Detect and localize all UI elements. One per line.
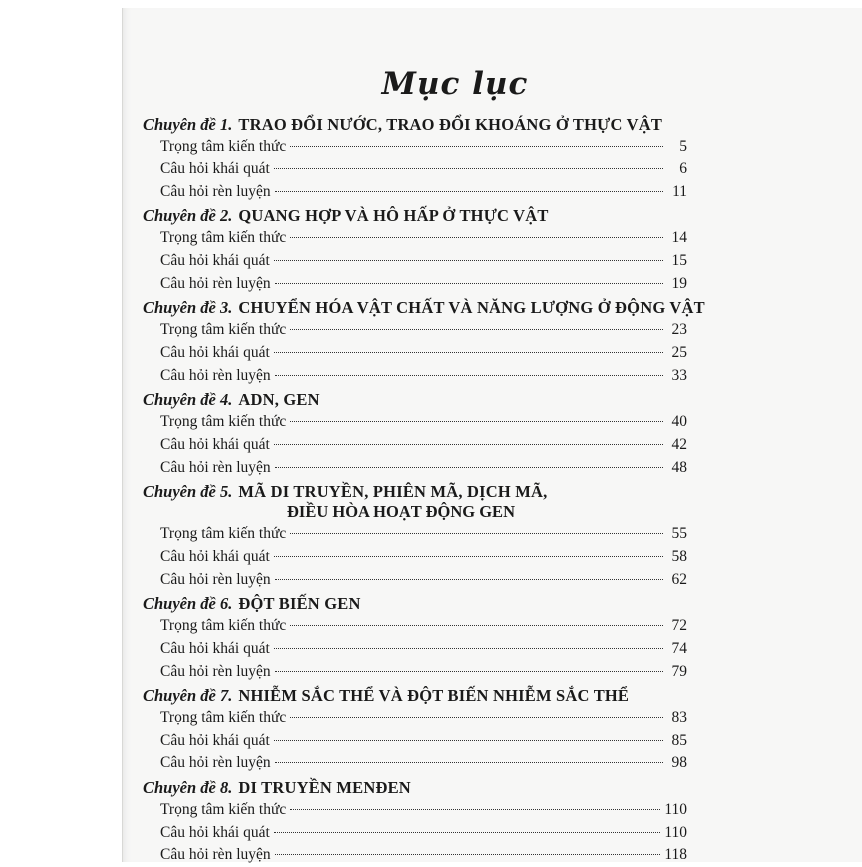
toc-entry-label: Câu hỏi rèn luyện <box>160 183 271 201</box>
toc-entry[interactable] <box>143 227 687 250</box>
toc-entry[interactable] <box>143 273 687 296</box>
toc-page-number: 14 <box>671 229 687 247</box>
toc-entry[interactable] <box>143 136 687 159</box>
toc-entry[interactable] <box>143 411 687 434</box>
toc-entry[interactable] <box>143 615 687 638</box>
toc-entry-label: Câu hỏi khái quát <box>160 435 270 453</box>
toc-entry[interactable] <box>143 342 687 365</box>
dot-leader <box>290 533 663 534</box>
dot-leader <box>274 740 663 741</box>
book-page <box>122 8 862 862</box>
dot-leader <box>275 375 663 376</box>
chapter-label: Chuyên đề 8. <box>143 777 233 797</box>
chapter-heading[interactable] <box>143 113 687 136</box>
chapter-label: Chuyên đề 4. <box>143 390 233 410</box>
toc-page-number: 33 <box>671 366 687 384</box>
page-title: Mục lục <box>381 66 529 102</box>
toc-page-number: 19 <box>671 274 687 292</box>
dot-leader <box>275 283 663 284</box>
chapter-heading[interactable] <box>143 296 705 319</box>
toc-entry-label: Câu hỏi khái quát <box>160 160 270 178</box>
toc-entry[interactable] <box>143 661 687 684</box>
toc-entry-label: Trọng tâm kiến thức <box>160 616 287 634</box>
toc-page-number: 110 <box>664 800 687 818</box>
dot-leader <box>275 579 663 580</box>
toc-entry[interactable] <box>143 158 687 181</box>
toc-entry[interactable] <box>143 569 687 592</box>
toc-entry-label: Trọng tâm kiến thức <box>160 800 287 818</box>
toc-page-number: 6 <box>679 160 687 178</box>
dot-leader <box>290 146 663 147</box>
chapter-heading[interactable] <box>143 204 687 227</box>
toc-page-number: 72 <box>671 616 687 634</box>
toc-page-number: 58 <box>671 547 687 565</box>
toc-page-number: 74 <box>671 639 687 657</box>
toc-page-number: 5 <box>679 137 687 155</box>
toc-entry-label: Câu hỏi khái quát <box>160 344 270 362</box>
toc-entry[interactable] <box>143 638 687 661</box>
toc-page-number: 55 <box>671 525 687 543</box>
toc-entry[interactable] <box>143 799 687 822</box>
chapter-label: Chuyên đề 6. <box>143 593 233 613</box>
chapter-label: Chuyên đề 2. <box>143 206 233 226</box>
toc-page-number: 83 <box>671 708 687 726</box>
chapter-heading[interactable] <box>143 480 687 503</box>
toc-page-number: 79 <box>671 662 687 680</box>
chapter-title: DI TRUYỀN MENĐEN <box>238 777 411 797</box>
chapter-heading[interactable] <box>143 684 687 707</box>
dot-leader <box>274 648 663 649</box>
toc-entry-label: Trọng tâm kiến thức <box>160 137 287 155</box>
toc-page-number: 118 <box>664 846 687 864</box>
toc-entry[interactable] <box>143 250 687 273</box>
toc-entry[interactable] <box>143 365 687 388</box>
dot-leader <box>274 352 663 353</box>
toc-entry-label: Câu hỏi rèn luyện <box>160 458 271 476</box>
dot-leader <box>290 237 663 238</box>
chapter-title: ADN, GEN <box>238 390 320 410</box>
toc-entry-label: Câu hỏi rèn luyện <box>160 366 271 384</box>
dot-leader <box>275 854 661 855</box>
dot-leader <box>290 421 663 422</box>
dot-leader <box>290 625 663 626</box>
toc-page-number: 110 <box>664 823 687 841</box>
dot-leader <box>275 671 663 672</box>
chapter-heading[interactable] <box>143 592 687 615</box>
chapter-label: Chuyên đề 5. <box>143 482 233 502</box>
toc-entry-label: Câu hỏi rèn luyện <box>160 754 271 772</box>
toc-entry-label: Câu hỏi rèn luyện <box>160 274 271 292</box>
toc-page-number: 11 <box>672 183 687 201</box>
toc-page-number: 85 <box>671 731 687 749</box>
toc-entry-label: Câu hỏi khái quát <box>160 823 270 841</box>
toc-entry-label: Trọng tâm kiến thức <box>160 321 287 339</box>
toc-entry-label: Câu hỏi rèn luyện <box>160 846 271 864</box>
dot-leader <box>275 467 663 468</box>
toc-page-number: 42 <box>671 435 687 453</box>
toc-entry[interactable] <box>143 434 687 457</box>
toc-entry[interactable] <box>143 730 687 753</box>
dot-leader <box>274 556 663 557</box>
toc-page-number: 48 <box>671 458 687 476</box>
toc-entry-label: Câu hỏi khái quát <box>160 252 270 270</box>
toc-entry[interactable] <box>143 844 687 867</box>
toc-page-number: 40 <box>671 413 687 431</box>
toc-page-number: 25 <box>671 344 687 362</box>
toc-entry-label: Câu hỏi khái quát <box>160 547 270 565</box>
dot-leader <box>290 329 663 330</box>
toc-page-number: 15 <box>671 252 687 270</box>
toc-entry-label: Câu hỏi rèn luyện <box>160 662 271 680</box>
toc-entry-label: Trọng tâm kiến thức <box>160 413 287 431</box>
dot-leader <box>274 260 663 261</box>
chapter-title: TRAO ĐỔI NƯỚC, TRAO ĐỔI KHOÁNG Ở THỰC VẬT <box>238 114 663 134</box>
toc-entry[interactable] <box>143 752 687 775</box>
chapter-title: MÃ DI TRUYỀN, PHIÊN MÃ, DỊCH MÃ, <box>238 482 548 502</box>
chapter-title-continuation: ĐIỀU HÒA HOẠT ĐỘNG GEN <box>287 502 515 522</box>
dot-leader <box>275 762 663 763</box>
toc-entry-label: Câu hỏi rèn luyện <box>160 570 271 588</box>
toc-entry-label: Trọng tâm kiến thức <box>160 229 287 247</box>
toc-page-number: 98 <box>671 754 687 772</box>
chapter-label: Chuyên đề 7. <box>143 685 233 705</box>
chapter-title: QUANG HỢP VÀ HÔ HẤP Ở THỰC VẬT <box>238 206 549 226</box>
dot-leader <box>275 191 663 192</box>
dot-leader <box>290 809 660 810</box>
chapter-title: ĐỘT BIẾN GEN <box>238 593 361 613</box>
toc-entry[interactable] <box>143 319 687 342</box>
chapter-heading[interactable] <box>143 388 687 411</box>
dot-leader <box>290 717 663 718</box>
toc-entry[interactable] <box>143 707 687 730</box>
toc-entry[interactable] <box>143 523 687 546</box>
toc-entry[interactable] <box>143 822 687 845</box>
chapter-heading[interactable] <box>143 776 687 799</box>
chapter-label: Chuyên đề 1. <box>143 114 233 134</box>
toc-entry[interactable] <box>143 181 687 204</box>
dot-leader <box>274 832 661 833</box>
toc-entry-label: Trọng tâm kiến thức <box>160 708 287 726</box>
toc-entry-label: Câu hỏi khái quát <box>160 639 270 657</box>
toc-entry-label: Câu hỏi khái quát <box>160 731 270 749</box>
chapter-label: Chuyên đề 3. <box>143 298 233 318</box>
toc-page-number: 62 <box>671 570 687 588</box>
chapter-title: CHUYỂN HÓA VẬT CHẤT VÀ NĂNG LƯỢNG Ở ĐỘNG VẬT <box>238 298 705 318</box>
chapter-title: NHIỄM SẮC THỂ VÀ ĐỘT BIẾN NHIỄM SẮC THỂ <box>238 685 630 705</box>
toc-entry[interactable] <box>143 546 687 569</box>
toc-page-number: 23 <box>671 321 687 339</box>
dot-leader <box>274 444 663 445</box>
dot-leader <box>274 168 663 169</box>
toc-entry[interactable] <box>143 457 687 480</box>
table-of-contents <box>143 112 705 867</box>
toc-entry-label: Trọng tâm kiến thức <box>160 525 287 543</box>
